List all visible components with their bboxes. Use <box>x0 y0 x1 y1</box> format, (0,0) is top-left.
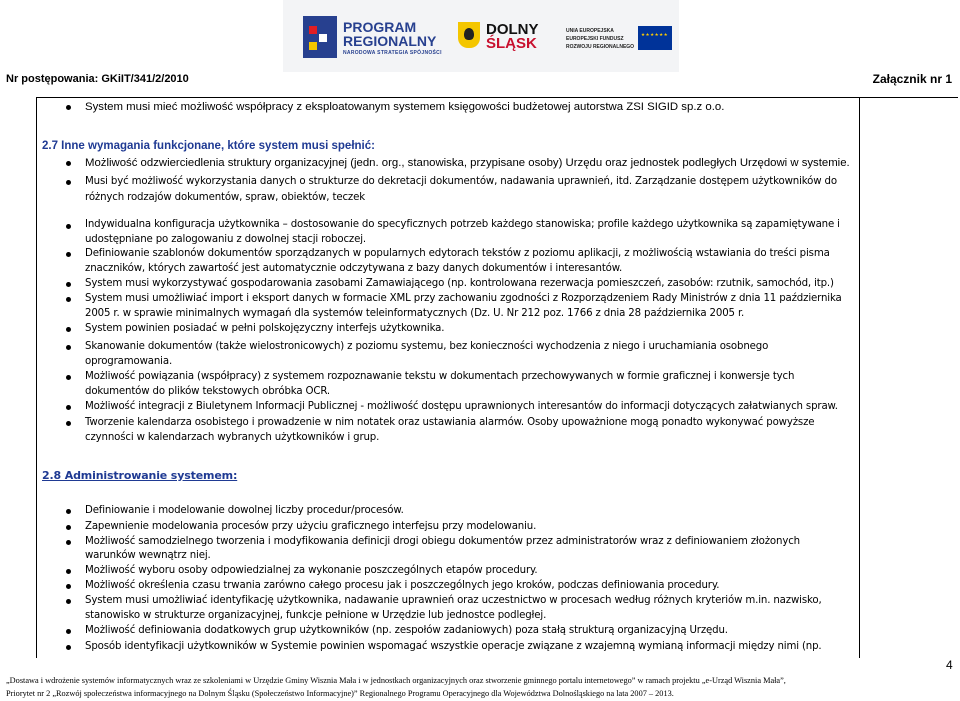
crest-icon <box>458 22 480 48</box>
list-item-continuation: udostępniane po zalogowaniu z dowolnej stacji roboczej. <box>85 234 366 245</box>
program-logo-mark <box>303 16 337 58</box>
program-logo-line3: NARODOWA STRATEGIA SPÓJNOŚCI <box>343 50 442 56</box>
bullet <box>66 405 71 410</box>
bullet <box>66 645 71 650</box>
bullet <box>66 161 71 166</box>
eu-fund-logo <box>566 24 676 54</box>
bullet <box>66 252 71 257</box>
list-item: Możliwość powiązania (współpracy) z systemem rozpoznawanie tekstu w dokumentach przechowywanych w formie graficznej i konwersje tych <box>85 371 795 382</box>
section-heading-2-7: 2.7 Inne wymagania funkcjonane, które system musi spełnić: <box>42 140 375 152</box>
list-item: Możliwość definiowania dodatkowych grup użytkowników (np. zespołów zadaniowych) poza stałą strukturą organizacyjną Urzędu. <box>85 625 728 636</box>
program-logo-line2: REGIONALNY <box>343 33 437 49</box>
list-item: Definiowanie szablonów dokumentów sporządzanych w popularnych edytorach tekstów z poziomu aplikacji, z możliwością wstawiania do treści pisma <box>85 248 830 259</box>
list-item: Zapewnienie modelowania procesów przy użyciu graficznego interfejsu przy modelowaniu. <box>85 521 537 532</box>
list-item-continuation: oprogramowania. <box>85 356 173 367</box>
list-item-continuation: znaczników, których zawartość jest automatycznie odczytywana z bazy danych dokumentów i interesantów. <box>85 263 623 274</box>
list-item: Możliwość określenia czasu trwania zarówno całego procesu jak i poszczególnych jego kroków, podczas definiowania procedury. <box>85 580 720 591</box>
list-item: Możliwość integracji z Biuletynem Informacji Publicznej - możliwość dostępu uprawnionych interesantów do informacji dotyczących załatwianych spraw. <box>85 401 838 412</box>
logo-banner <box>283 0 679 72</box>
list-item-continuation: 2005 r. w sprawie minimalnych wymagań dla systemów teleinformatycznych (Dz. U. Nr 212 poz. 1766 z dnia 28 października 2005 r. <box>85 308 745 319</box>
bullet <box>66 282 71 287</box>
bullet <box>66 599 71 604</box>
list-item: Możliwość wyboru osoby odpowiedzialnej za wykonanie poszczególnych etapów procedury. <box>85 565 538 576</box>
list-item-continuation: stanowisko w strukturze organizacyjnej, funkcje pełnione w Urzędzie lub jednostce podległej. <box>85 610 547 621</box>
list-item-continuation: czynności w kalendarzach wybranych użytkowników i grup. <box>85 432 380 443</box>
eu-flag-icon <box>638 26 672 50</box>
bullet <box>66 525 71 530</box>
page-number: 4 <box>946 658 953 672</box>
bullet <box>66 327 71 332</box>
list-item: System musi umożliwiać import i eksport danych w formacie XML przy zachowaniu zgodności z Rozporządzeniem Rady Ministrów z dnia 11 października <box>85 293 842 304</box>
content-frame-right <box>858 97 958 658</box>
list-item: System powinien posiadać w pełni polskojęzyczny interfejs użytkownika. <box>85 323 445 334</box>
annex-label: Załącznik nr 1 <box>872 72 952 86</box>
program-regionalny-logo <box>303 14 453 64</box>
bullet <box>66 375 71 380</box>
bullet <box>66 509 71 514</box>
bullet <box>66 421 71 426</box>
ue-logo-line3: ROZWOJU REGIONALNEGO <box>566 44 635 50</box>
bullet <box>66 105 71 110</box>
list-item: Możliwość samodzielnego tworzenia i modyfikowania definicji drogi obiegu dokumentów przez administratorów wraz z definiowaniem złożonych <box>85 536 800 547</box>
bullet <box>66 540 71 545</box>
list-item: Możliwość odzwierciedlenia struktury organizacyjnej (jedn. org., stanowiska, przypisane osoby) Urzędu oraz jednostek podległych Urzędowi w systemie. <box>85 157 850 169</box>
program-logo-line1: PROGRAM <box>343 19 417 35</box>
list-item: System musi wykorzystywać gospodarowania zasobami Zamawiającego (np. kontrolowana rezerwacja pomieszczeń, zasobów: rzutnik, samochód, itp.) <box>85 278 834 289</box>
bullet <box>66 345 71 350</box>
ue-logo-line1: UNIA EUROPEJSKA <box>566 28 614 34</box>
section-heading-2-8-text: 2.8 Administrowanie systemem: <box>42 469 238 482</box>
list-item-continuation: dokumentów do plików tekstowych obróbka OCR. <box>85 386 330 397</box>
list-item: Indywidualna konfiguracja użytkownika – dostosowanie do specyficznych potrzeb każdego stanowiska; profile każdego użytkownika są zapamiętywane i <box>85 219 840 230</box>
bullet <box>66 569 71 574</box>
footer-line-2: Priorytet nr 2 „Rozwój społeczeństwa informacyjnego na Dolnym Śląsku (Społeczeństwo Informacyjne)” Regionalnego Programu Operacyjnego dla Województwa Dolnośląskiego na lata 2007 – 2013. <box>6 689 674 698</box>
list-item: System musi umożliwiać identyfikację użytkownika, nadawanie uprawnień oraz uczestnictwo w procesach według różnych kryteriów m.in. nazwisko, <box>85 595 822 606</box>
list-item: System musi mieć możliwość współpracy z eksploatowanym systemem księgowości budżetowej autorstwa ZSI SIGID sp.z o.o. <box>85 101 725 113</box>
list-item: Skanowanie dokumentów (także wielostronicowych) z poziomu systemu, bez konieczności wychodzenia z niego i uruchamiania osobnego <box>85 341 769 352</box>
dolny-logo-line2: ŚLĄSK <box>486 35 537 52</box>
bullet <box>66 297 71 302</box>
bullet <box>66 224 71 229</box>
procedure-number: Nr postępowania: GKiIT/341/2/2010 <box>6 73 189 85</box>
footer-line-1: „Dostawa i wdrożenie systemów informatycznych wraz ze szkoleniami w Urzędzie Gminy Wisznia Mała i w jednostkach organizacyjnych oraz stworzenie gminnego portalu internetowego” w ramach projektu „e-Urząd Wisznia Mała”, <box>6 676 786 685</box>
dolny-slask-logo <box>458 22 558 62</box>
section-heading-2-8 <box>42 469 237 482</box>
ue-logo-line2: EUROPEJSKI FUNDUSZ <box>566 36 624 42</box>
list-item: Definiowanie i modelowanie dowolnej liczby procedur/procesów. <box>85 505 404 516</box>
bullet <box>66 180 71 185</box>
list-item: Sposób identyfikacji użytkowników w Systemie powinien wspomagać wszystkie operacje związane z wzajemną wymianą informacji między nimi (np. <box>85 641 822 652</box>
list-item: Musi być możliwość wykorzystania danych o strukturze do dekretacji dokumentów, nadawania uprawnień, itd. Zarządzanie dostępem użytkowników do <box>85 176 837 187</box>
list-item: Tworzenie kalendarza osobistego i prowadzenie w nim notatek oraz ustawiania alarmów. Osoby upoważnione mogą ponadto wykonywać powyższe <box>85 417 815 428</box>
list-item-continuation: różnych rodzajów dokumentów, spraw, obiektów, teczek <box>85 192 365 203</box>
bullet <box>66 584 71 589</box>
dolny-logo-line1: DOLNY <box>486 21 539 38</box>
list-item-continuation: warunków wewnątrz niej. <box>85 550 211 561</box>
bullet <box>66 629 71 634</box>
